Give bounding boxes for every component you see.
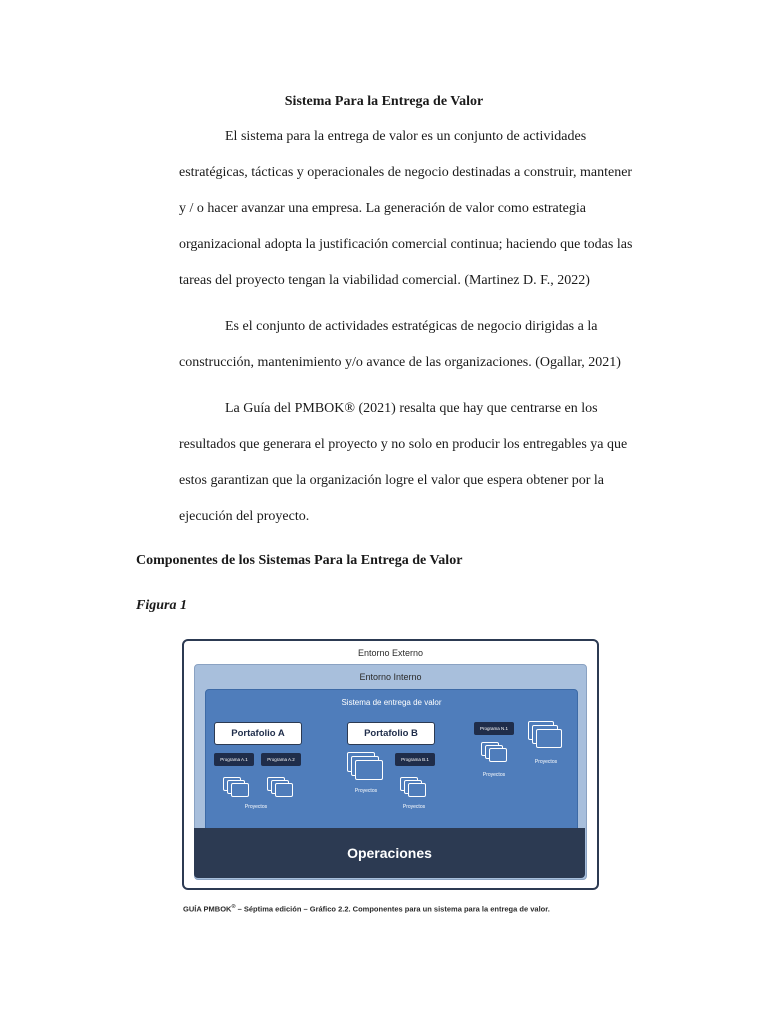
projects-stack-icon [400,777,426,797]
paragraph-line: construcción, mantenimiento y/o avance de las organizaciones. (Ogallar, 2021) [179,355,621,370]
projects-stack-icon [347,752,385,784]
external-environment-label: Entorno Externo [357,648,424,658]
figure-label: Figura 1 [136,598,187,613]
program-b1-box: Programa B.1 [395,753,435,766]
paragraph-line: ejecución del proyecto. [179,509,310,524]
paragraph-line: resultados que generara el proyecto y no solo en producir los entregables ya que [179,437,628,452]
program-a2-box: Programa A.2 [261,753,301,766]
projects-label: Proyectos [482,772,506,778]
projects-stack-icon [223,777,249,797]
paragraph-3 [179,391,679,535]
paragraph-line: tareas del proyecto tengan la viabilidad comercial. (Martinez D. F., 2022) [179,273,590,288]
paragraph-line: El sistema para la entrega de valor es un conjunto de actividades [225,129,587,144]
projects-label: Proyectos [244,804,268,810]
document-title: Sistema Para la Entrega de Valor [284,94,484,109]
projects-label: Proyectos [534,759,558,765]
program-a1-box: Programa A.1 [214,753,254,766]
paragraph-line: estratégicas, tácticas y operacionales de negocio destinadas a construir, mantener [179,165,633,180]
value-delivery-diagram [182,639,599,890]
value-delivery-system-label: Sistema de entrega de valor [341,698,442,707]
paragraph-line: y / o hacer avanzar una empresa. La generación de valor como estrategia [179,201,586,216]
paragraph-line: organizacional adopta la justificación comercial continua; haciendo que todas las [179,237,633,252]
paragraph-line: estos garantizan que la organización logre el valor que espera obtener por la [179,473,605,488]
internal-environment-label: Entorno Interno [359,672,422,682]
projects-stack-icon [528,721,566,753]
portfolio-a-box: Portafolio A [214,722,302,745]
section-heading: Componentes de los Sistemas Para la Entrega de Valor [136,553,463,568]
projects-stack-icon [481,742,507,762]
program-n1-box: Programa N.1 [474,722,514,735]
projects-stack-icon [267,777,293,797]
paragraph-1 [179,119,679,299]
paragraph-line: Es el conjunto de actividades estratégicas de negocio dirigidas a la [225,319,598,334]
portfolio-b-box: Portafolio B [347,722,435,745]
operations-block: Operaciones [194,828,585,878]
paragraph-2 [179,309,679,381]
projects-label: Proyectos [354,788,378,794]
paragraph-line: La Guía del PMBOK® (2021) resalta que hay que centrarse en los [225,401,598,416]
figure-caption: GUÍA PMBOK® – Séptima edición – Gráfico 2.2. Componentes para un sistema para la entrega de valor. [183,904,550,914]
projects-label: Proyectos [402,804,426,810]
